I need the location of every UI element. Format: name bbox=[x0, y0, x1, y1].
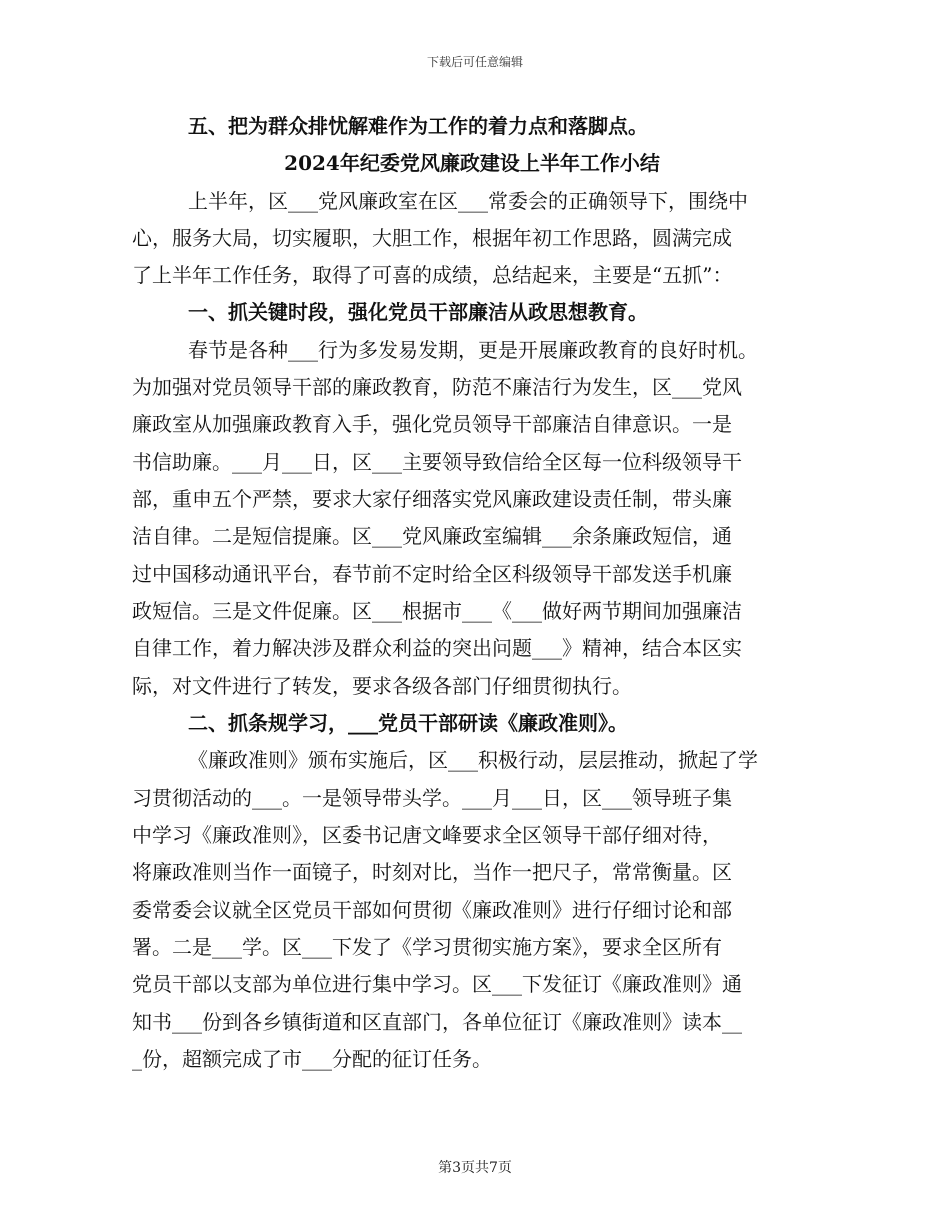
paragraph-line: 际，对文件进行了转发，要求各级各部门仔细贯彻执行。 bbox=[132, 674, 632, 698]
paragraph-line: 《廉政准则》颁布实施后，区___积极行动，层层推动，掀起了学 bbox=[188, 748, 758, 772]
paragraph-line: 上半年，区___党风廉政室在区___常委会的正确领导下，围绕中 bbox=[188, 189, 748, 213]
paragraph-line: 知书___份到各乡镇街道和区直部门，各单位征订《廉政准则》读本__ bbox=[132, 1010, 742, 1034]
section-two-heading: 二、抓条规学习，___党员干部研读《廉政准则》。 bbox=[188, 711, 628, 735]
paragraph-line: 习贯彻活动的___。一是领导带头学。___月___日，区___领导班子集 bbox=[132, 786, 732, 810]
section-one-heading: 一、抓关键时段，强化党员干部廉洁从政思想教育。 bbox=[188, 300, 648, 324]
paragraph-line: 洁自律。二是短信提廉。区___党风廉政室编辑___余条廉政短信，通 bbox=[132, 524, 732, 548]
paragraph-line: 政短信。三是文件促廉。区___根据市___《___做好两节期间加强廉洁 bbox=[132, 599, 742, 623]
paragraph-line: 了上半年工作任务，取得了可喜的成绩，总结起来，主要是“五抓”： bbox=[132, 263, 733, 287]
paragraph-line: _份，超额完成了市___分配的征订任务。 bbox=[132, 1047, 492, 1071]
paragraph-line: 中学习《廉政准则》，区委书记唐文峰要求全区领导干部仔细对待， bbox=[132, 823, 722, 847]
page-number: 第3页共7页 bbox=[438, 1160, 512, 1176]
paragraph-line: 将廉政准则当作一面镜子，时刻对比，当作一把尺子，常常衡量。区 bbox=[132, 860, 732, 884]
paragraph-line: 春节是各种___行为多发易发期，更是开展廉政教育的良好时机。 bbox=[188, 338, 758, 362]
paragraph-line: 党员干部以支部为单位进行集中学习。区___下发征订《廉政准则》通 bbox=[132, 972, 742, 996]
paragraph-line: 为加强对党员领导干部的廉政教育，防范不廉洁行为发生，区___党风 bbox=[132, 375, 742, 399]
document-title: 2024年纪委党风廉政建设上半年工作小结 bbox=[284, 151, 660, 175]
paragraph-line: 书信助廉。___月___日，区___主要领导致信给全区每一位科级领导干 bbox=[132, 450, 742, 474]
paragraph-line: 部，重申五个严禁，要求大家仔细落实党风廉政建设责任制，带头廉 bbox=[132, 487, 732, 511]
section-five-heading: 五、把为群众排忧解难作为工作的着力点和落脚点。 bbox=[188, 114, 648, 138]
paragraph-line: 心，服务大局，切实履职，大胆工作，根据年初工作思路，圆满完成 bbox=[132, 226, 732, 250]
paragraph-line: 过中国移动通讯平台，春节前不定时给全区科级领导干部发送手机廉 bbox=[132, 562, 732, 586]
paragraph-line: 委常委会议就全区党员干部如何贯彻《廉政准则》进行仔细讨论和部 bbox=[132, 898, 732, 922]
paragraph-line: 廉政室从加强廉政教育入手，强化党员领导干部廉洁自律意识。一是 bbox=[132, 412, 732, 436]
document-body bbox=[132, 110, 812, 1075]
header-note: 下载后可任意编辑 bbox=[426, 55, 523, 69]
paragraph-line: 署。二是___学。区___下发了《学习贯彻实施方案》，要求全区所有 bbox=[132, 935, 722, 959]
paragraph-line: 自律工作，着力解决涉及群众利益的突出问题___》精神，结合本区实 bbox=[132, 636, 742, 660]
